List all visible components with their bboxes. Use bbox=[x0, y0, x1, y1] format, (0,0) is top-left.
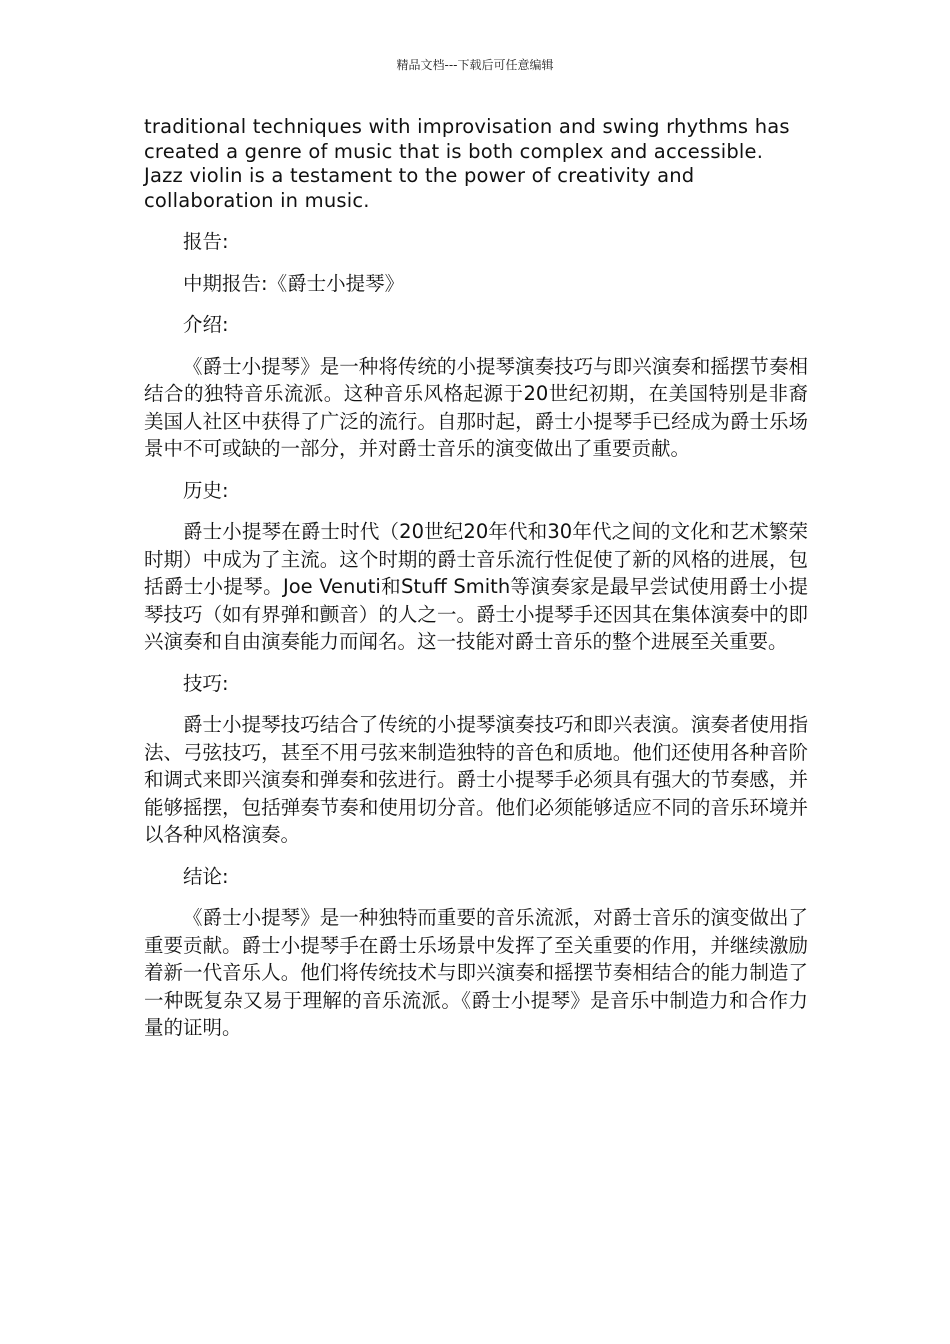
page-header: 精品文档---下载后可任意编辑 bbox=[396, 58, 554, 72]
section-body-history: 爵士小提琴在爵士时代（20世纪20年代和30年代之间的文化和艺术繁荣时期）中成为了主流。这个时期的爵士音乐流行性促使了新的风格的进展，包括爵士小提琴。Joe Venuti和Stuff Smith等演奏家是最早尝试使用爵士小提琴技巧（如有界弹和颤音）的人之一。爵士小提琴手还因其在集体演奏中的即兴演奏和自由演奏能力而闻名。这一技能对爵士音乐的整个进展至关重要。 bbox=[144, 520, 808, 653]
report-label: 报告: bbox=[183, 230, 229, 253]
english-intro-paragraph: traditional techniques with improvisation and swing rhythms has created a genre of music that is both complex and accessible. Jazz violin is a testament to the power of creativity and collaboration in music. bbox=[144, 115, 790, 212]
section-heading-history: 历史: bbox=[183, 478, 229, 502]
section-body-techniques: 爵士小提琴技巧结合了传统的小提琴演奏技巧和即兴表演。演奏者使用指法、弓弦技巧，甚至不用弓弦来制造独特的音色和质地。他们还使用各种音阶和调式来即兴演奏和弹奏和弦进行。爵士小提琴手必须具有强大的节奏感，并能够摇摆，包括弹奏节奏和使用切分音。他们必须能够适应不同的音乐环境并以各种风格演奏。 bbox=[144, 713, 808, 846]
section-body-conclusion: 《爵士小提琴》是一种独特而重要的音乐流派，对爵士音乐的演变做出了重要贡献。爵士小提琴手在爵士乐场景中发挥了至关重要的作用，并继续激励着新一代音乐人。他们将传统技术与即兴演奏和摇摆节奏相结合的能力制造了一种既复杂又易于理解的音乐流派。《爵士小提琴》是音乐中制造力和合作力量的证明。 bbox=[144, 906, 808, 1039]
document-body bbox=[144, 115, 808, 1056]
section-body-introduction: 《爵士小提琴》是一种将传统的小提琴演奏技巧与即兴演奏和摇摆节奏相结合的独特音乐流派。这种音乐风格起源于20世纪初期，在美国特别是非裔美国人社区中获得了广泛的流行。自那时起，爵士小提琴手已经成为爵士乐场景中不可或缺的一部分，并对爵士音乐的演变做出了重要贡献。 bbox=[144, 354, 808, 460]
section-heading-techniques: 技巧: bbox=[183, 671, 229, 695]
section-heading-introduction: 介绍: bbox=[183, 313, 229, 336]
report-title: 中期报告:《爵士小提琴》 bbox=[183, 271, 405, 295]
section-heading-conclusion: 结论: bbox=[183, 864, 229, 888]
